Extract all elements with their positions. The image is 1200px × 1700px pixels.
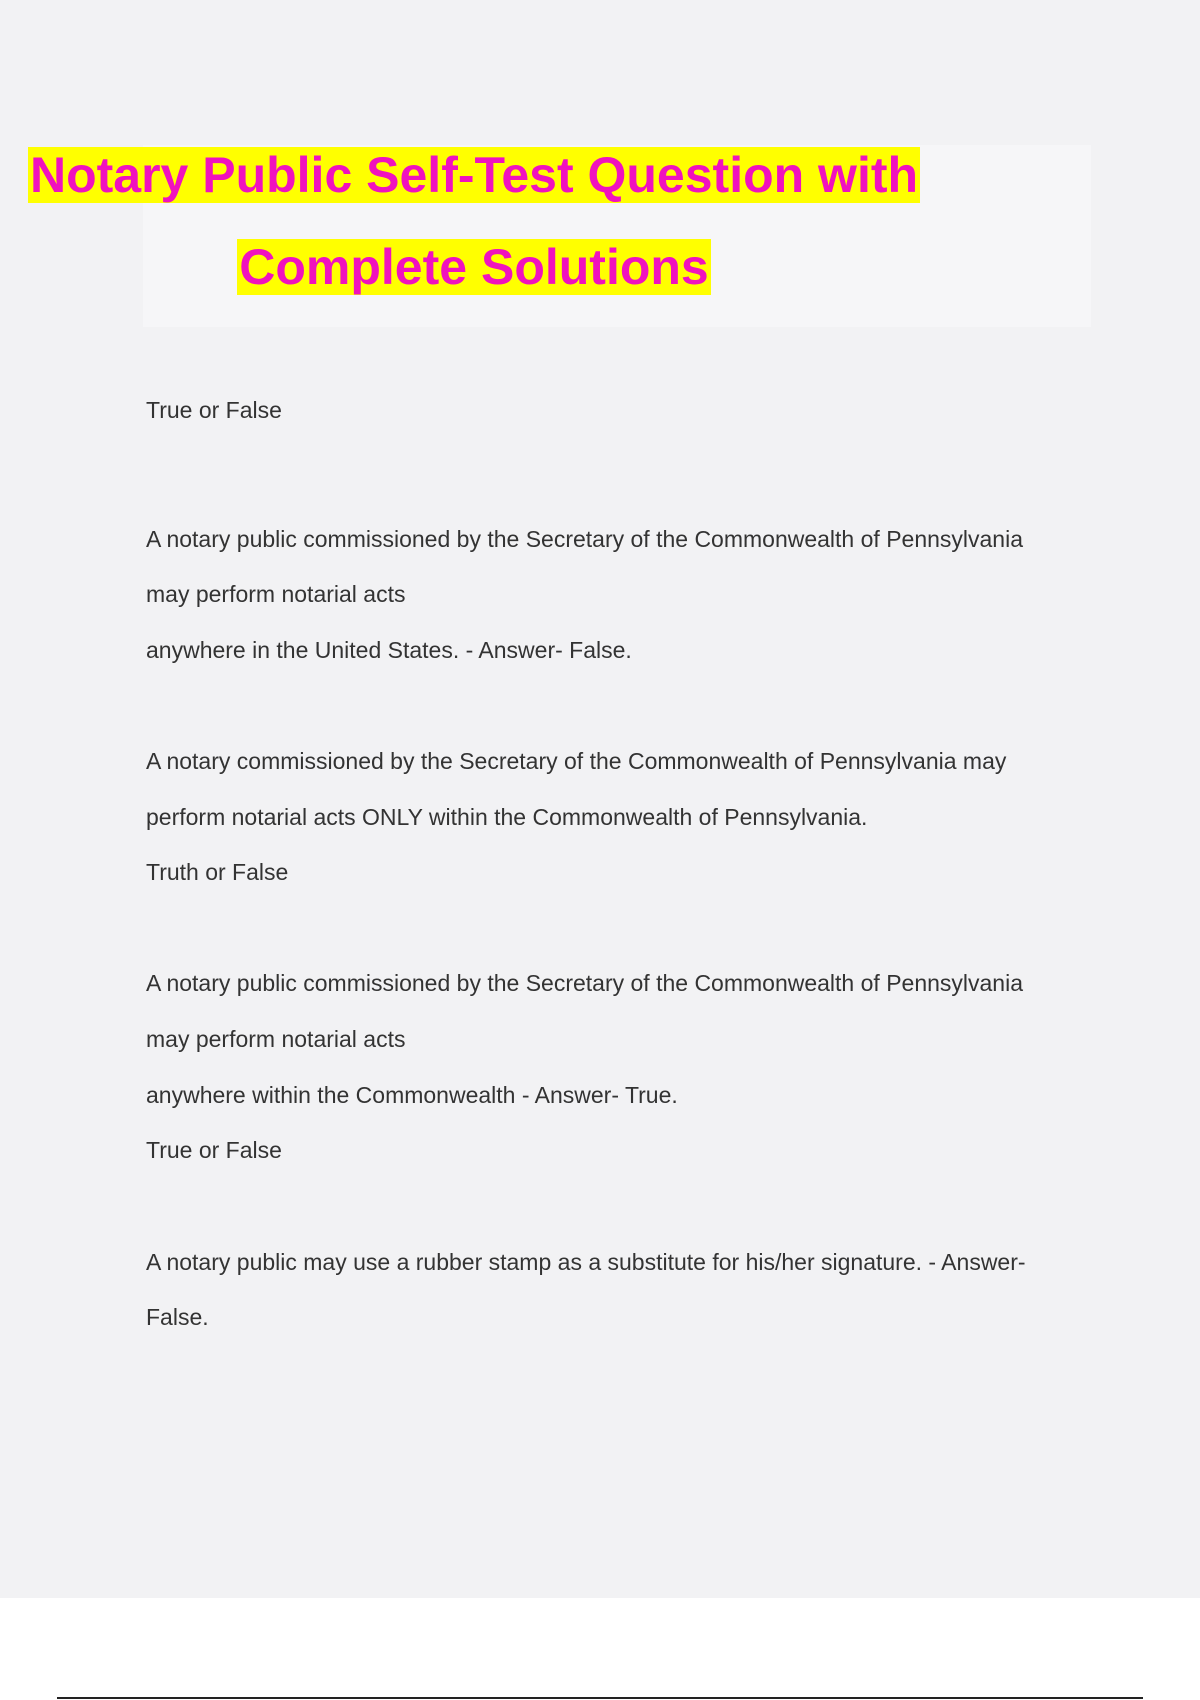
- question-1-line-2: may perform notarial acts: [146, 581, 406, 607]
- question-2-line-1: A notary commissioned by the Secretary of the Commonwealth of Pennsylvania may: [146, 748, 1007, 774]
- question-1-answer-line: anywhere in the United States. - Answer- False.: [146, 637, 632, 663]
- question-2-truth-or-false: Truth or False: [146, 859, 289, 885]
- question-intro-true-or-false: True or False: [146, 397, 282, 423]
- question-4-answer-line: False.: [146, 1304, 209, 1330]
- footer-divider: [57, 1697, 1143, 1699]
- question-3-line-1: A notary public commissioned by the Secretary of the Commonwealth of Pennsylvania: [146, 970, 1023, 996]
- question-4-true-or-false: True or False: [146, 1137, 282, 1163]
- document-title-line-2: Complete Solutions: [239, 239, 709, 295]
- question-4-line-1: A notary public may use a rubber stamp as a substitute for his/her signature. - Answer-: [146, 1249, 1026, 1275]
- question-2-line-2: perform notarial acts ONLY within the Commonwealth of Pennsylvania.: [146, 804, 868, 830]
- question-3-answer-line: anywhere within the Commonwealth - Answer- True.: [146, 1082, 678, 1108]
- question-1-line-1: A notary public commissioned by the Secretary of the Commonwealth of Pennsylvania: [146, 526, 1023, 552]
- document-title-line-1: Notary Public Self-Test Question with: [29, 147, 919, 203]
- question-3-line-2: may perform notarial acts: [146, 1026, 406, 1052]
